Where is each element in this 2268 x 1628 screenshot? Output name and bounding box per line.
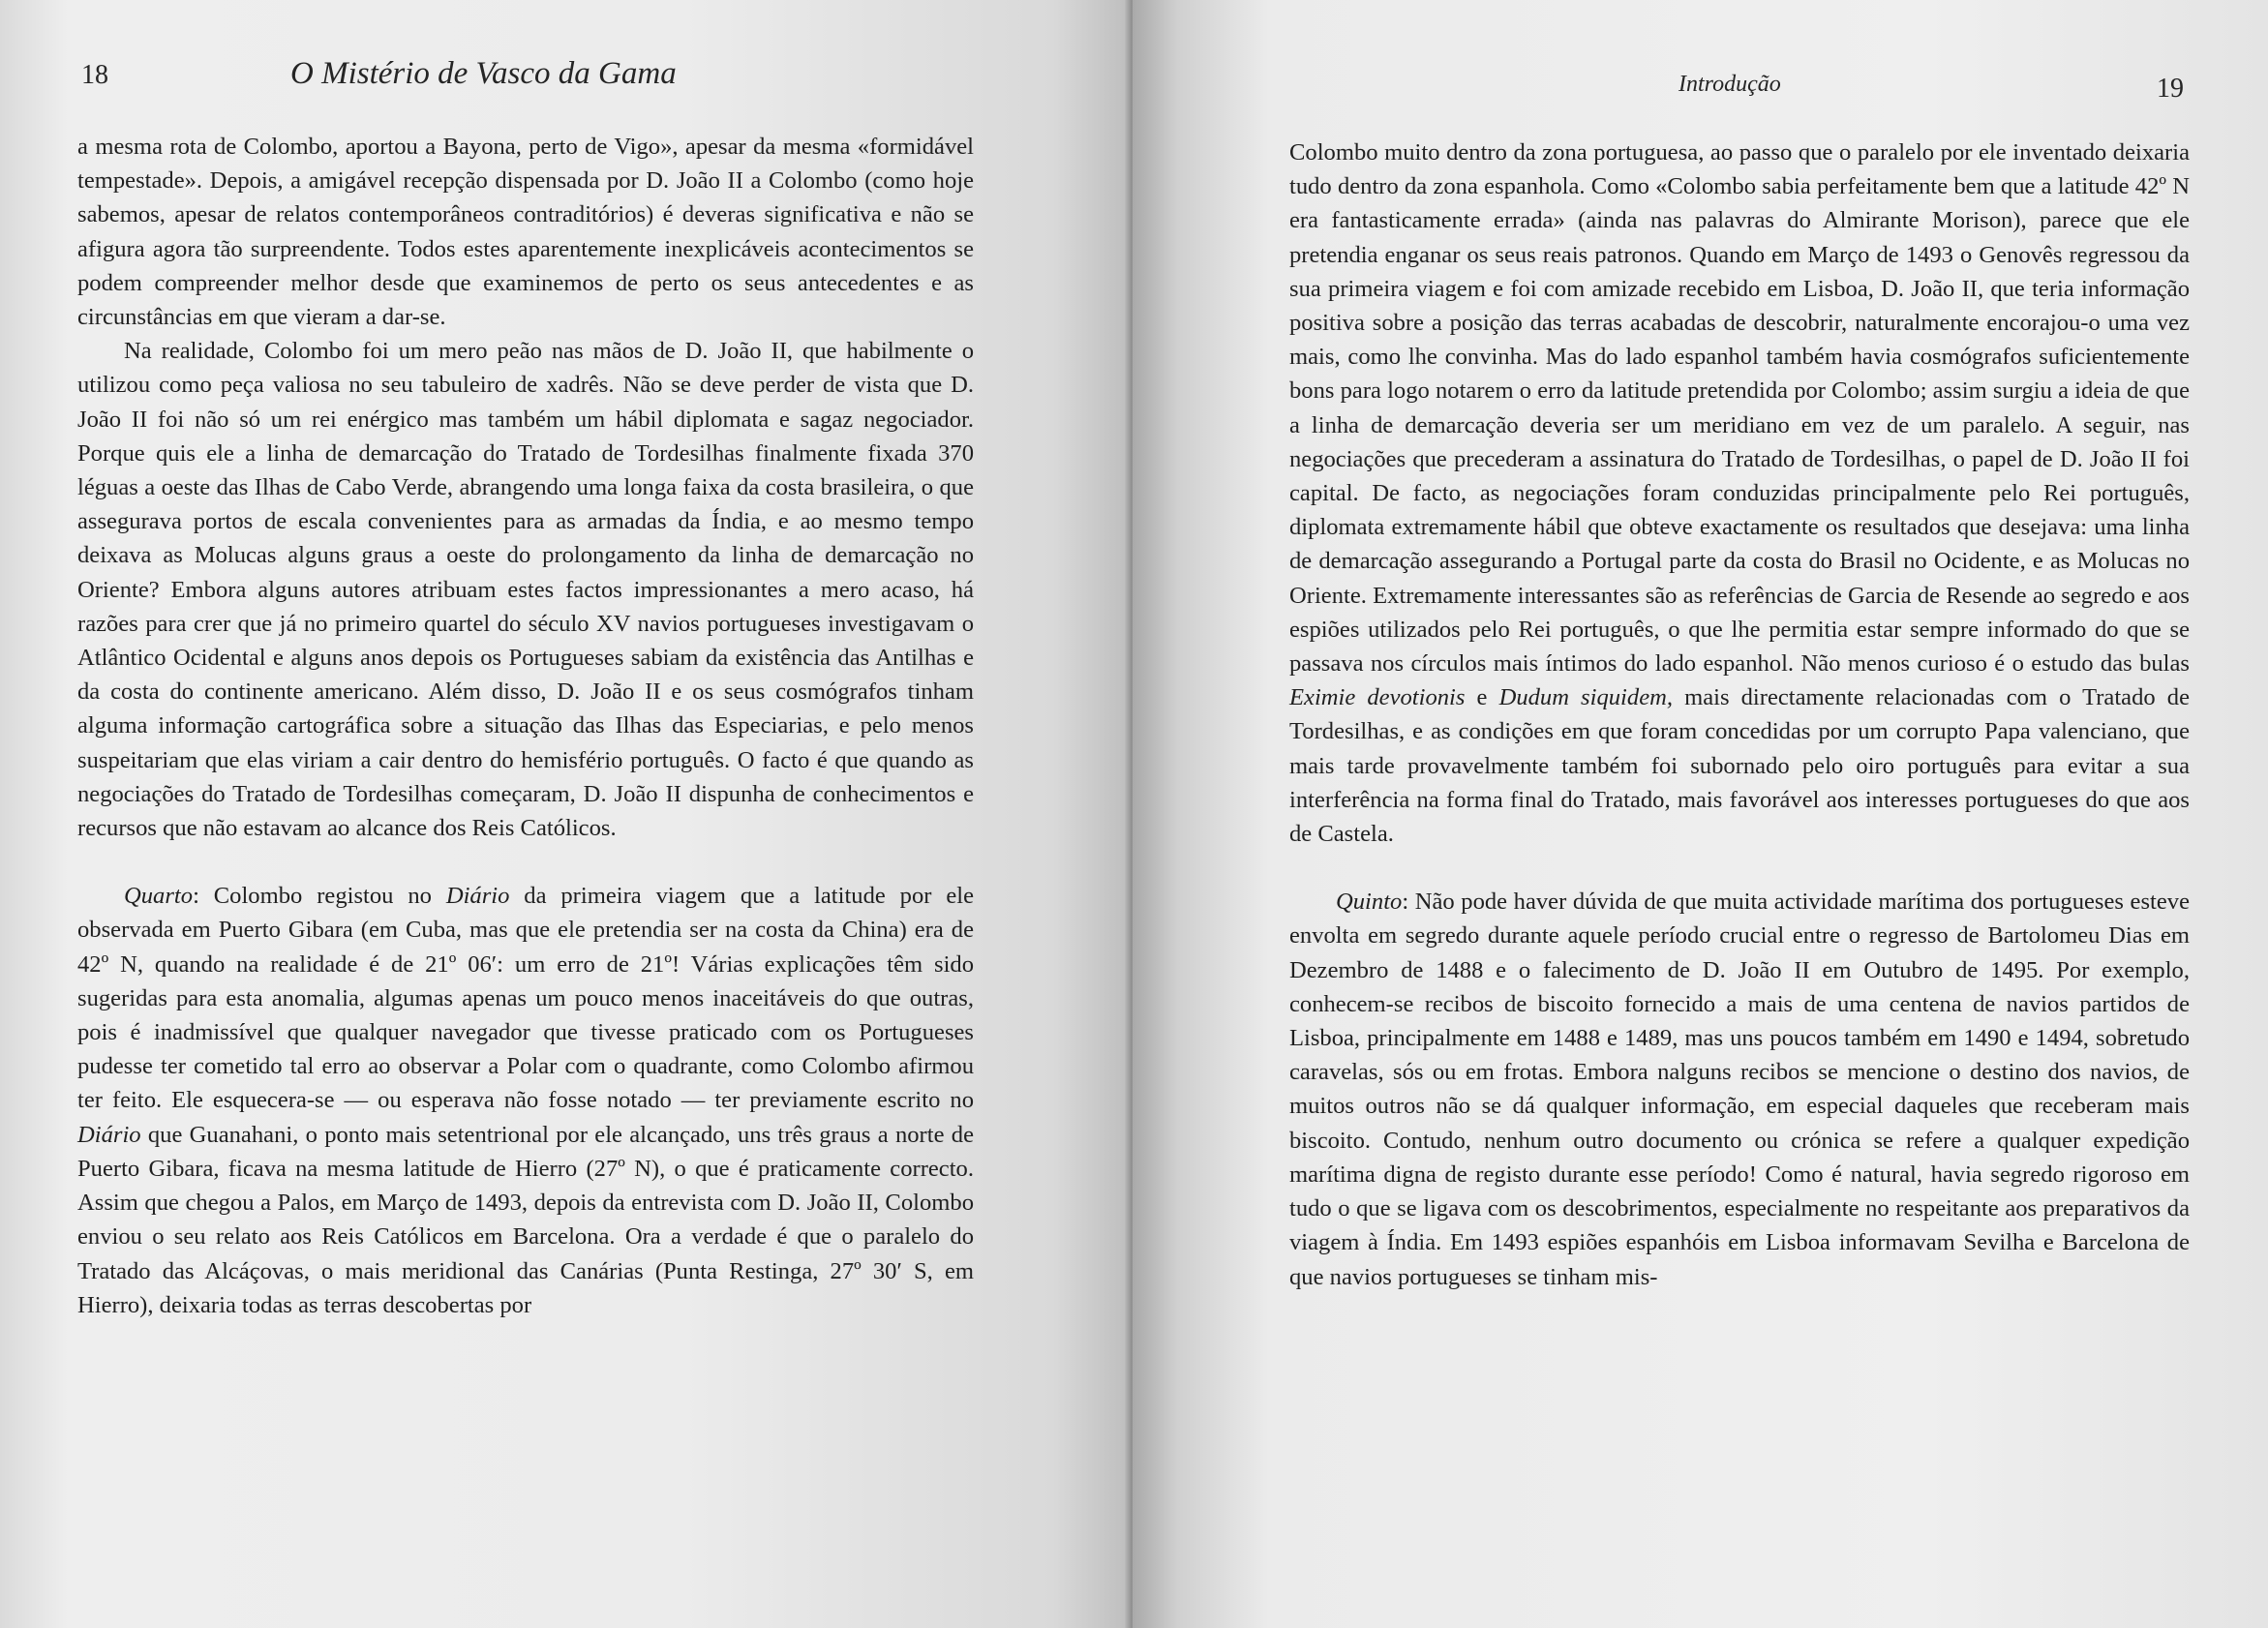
paragraph xyxy=(1289,136,2190,851)
italic-title: Diário xyxy=(445,883,510,910)
paragraph: a mesma rota de Colombo, aportou a Bayona, perto de Vigo», apesar da mesma «formidável tempestade». Depois, a amigável recepção dispensada por D. João II a Colombo (como hoje sabemos, apesar de relatos contemporâneos contraditórios) é deveras significativa e não se afigura agora tão surpreendente. Todos estes aparentemente inexplicáveis acontecimentos se podem compreender melhor desde que examinemos de perto os seus antecedentes e as circunstâncias em que vieram a dar-se. xyxy=(77,134,974,331)
text-run: Colombo muito dentro da zona portuguesa, ao passo que o paralelo por ele inventado deixaria tudo dentro da zona espanhola. Como «Colombo sabia perfeitamente bem que a latitude 42º N era fantasticamente errada» (ainda nas palavras do Almirante Morison), parece que ele pretendia enganar os seus reais patronos. Quando em Março de 1493 o Genovês regressou da sua primeira viagem e foi com amizade recebido em Lisboa, D. João II, que teria informação positiva sobre a posição das terras acabadas de descobrir, naturalmente encorajou-o uma vez mais, como lhe convinha. Mas do lado espanhol também havia cosmógrafos suficientemente bons para logo notarem o erro da latitude pretendida por Colombo; assim surgiu a ideia de que a linha de demarcação deveria ser um meridiano em vez de um paralelo. A seguir, nas negociações que precederam a assinatura do Tratado de Tordesilhas, o papel de D. João II foi capital. De facto, as negociações foram conduzidas principalmente pelo Rei português, diplomata extremamente hábil que obteve exactamente os resultados que desejava: uma linha de demarcação assegurando a Portugal parte da costa do Brasil no Ocidente, e as Molucas no Oriente. Extremamente interessantes são as referências de Garcia de Resende ao segredo e aos espiões utilizados pelo Rei português, o que lhe permitia estar sempre informado do que se passava nos círculos mais íntimos do lado espanhol. Não menos curioso é o estudo das bulas xyxy=(1289,139,2190,678)
paragraph xyxy=(1289,885,2190,1293)
right-body-text xyxy=(1289,136,2190,1294)
text-run: : Não pode haver dúvida de que muita actividade marítima dos portugueses esteve envolta em segredo durante aquele período crucial entre o regresso de Bartolomeu Dias em Dezembro de 1488 e o falecimento de D. João II em Outubro de 1495. Por exemplo, conhecem-se recibos de biscoito fornecido a mais de uma centena de navios partidos de Lisboa, principalmente em 1488 e 1489, mas uns poucos também em 1490 e 1494, sobretudo caravelas, sós ou em frotas. Embora nalguns recibos se mencione o destino dos navios, de muitos outros não se dá qualquer informação, em especial daqueles que receberam mais biscoito. Contudo, nenhum outro documento ou crónica se refere a qualquer expedição marítima digna de registo durante esse período! Como é natural, havia segredo rigoroso em tudo o que se ligava com os descobrimentos, especialmente no respeitante aos preparativos da viagem à Índia. Em 1493 espiões espanhóis em Lisboa informavam Sevilha e Barcelona de que navios portugueses se tinham mis- xyxy=(1289,889,2190,1290)
right-page xyxy=(1133,0,2268,1628)
paragraph xyxy=(77,879,974,1322)
left-page xyxy=(0,0,1133,1628)
running-title: Introdução xyxy=(1678,72,1781,97)
text-run: e xyxy=(1465,684,1499,711)
text-run: mais directamente relacionadas com o Tratado de Tordesilhas, e as condições em que foram concedidas por um corrupto Papa valenciano, que mais tarde provavelmente também foi subornado pelo oiro português para evitar a sua interferência na forma final do Tratado, mais favorável aos interesses portugueses do que aos de Castela. xyxy=(1289,684,2190,848)
italic-title: Diário xyxy=(77,1121,141,1148)
page-number: 18 xyxy=(81,60,108,90)
italic-title: Eximie devotionis xyxy=(1289,684,1466,711)
running-title: O Mistério de Vasco da Gama xyxy=(290,56,677,91)
italic-title: Dudum siquidem, xyxy=(1498,684,1674,711)
page-number: 19 xyxy=(2157,74,2184,104)
text-run: da primeira viagem que a latitude por ele observada em Puerto Gibara (em Cuba, mas que ele pretendia ser na costa da China) era de 42º N, quando na realidade é de 21º 06′: um erro de 21º! Várias explicações têm sido sugeridas para esta anomalia, algumas apenas um pouco menos inaceitáveis do que outras, pois é inadmissível que qualquer navegador que tivesse praticado com os Portugueses pudesse ter cometido tal erro ao observar a Polar com o quadrante, como Colombo afirmou ter feito. Ele esquecera-se — ou esperava não fosse notado — ter previamente escrito no xyxy=(77,883,974,1114)
text-run: : Colombo registou no xyxy=(193,883,446,910)
section-lead: Quinto xyxy=(1336,889,1403,916)
section-lead: Quarto xyxy=(124,883,194,910)
left-body-text xyxy=(77,130,974,1322)
paragraph: Na realidade, Colombo foi um mero peão nas mãos de D. João II, que habilmente o utilizou como peça valiosa no seu tabuleiro de xadrês. Não se deve perder de vista que D. João II foi não só um rei enérgico mas também um hábil diplomata e sagaz negociador. Porque quis ele a linha de demarcação do Tratado de Tordesilhas finalmente fixada 370 léguas a oeste das Ilhas de Cabo Verde, abrangendo uma longa faixa da costa brasileira, o que assegurava portos de escala convenientes para as armadas da Índia, e ao mesmo tempo deixava as Molucas alguns graus a oeste do prolongamento da linha de demarcação no Oriente? Embora alguns autores atribuam estes factos impressionantes a mero acaso, há razões para crer que já no primeiro quartel do século XV navios portugueses investigavam o Atlântico Ocidental e alguns anos depois os Portugueses sabiam da existência das Antilhas e da costa do continente americano. Além disso, D. João II e os seus cosmógrafos tinham alguma informação cartográfica sobre a situação das Ilhas das Especiarias, e pelo menos suspeitariam que elas viriam a cair dentro do hemisfério português. O facto é que quando as negociações do Tratado de Tordesilhas começaram, D. João II dispunha de conhecimentos e recursos que não estavam ao alcance dos Reis Católicos. xyxy=(77,338,974,842)
text-run: que Guanahani, o ponto mais setentrional por ele alcançado, uns três graus a norte de Puerto Gibara, ficava na mesma latitude de Hierro (27º N), o que é praticamente correcto. Assim que chegou a Palos, em Março de 1493, depois da entrevista com D. João II, Colombo enviou o seu relato aos Reis Católicos em Barcelona. Ora a verdade é que o paralelo do Tratado das Alcáçovas, o mais meridional das Canárias (Punta Restinga, 27º 30′ S, em Hierro), deixaria todas as terras descobertas por xyxy=(77,1121,974,1318)
